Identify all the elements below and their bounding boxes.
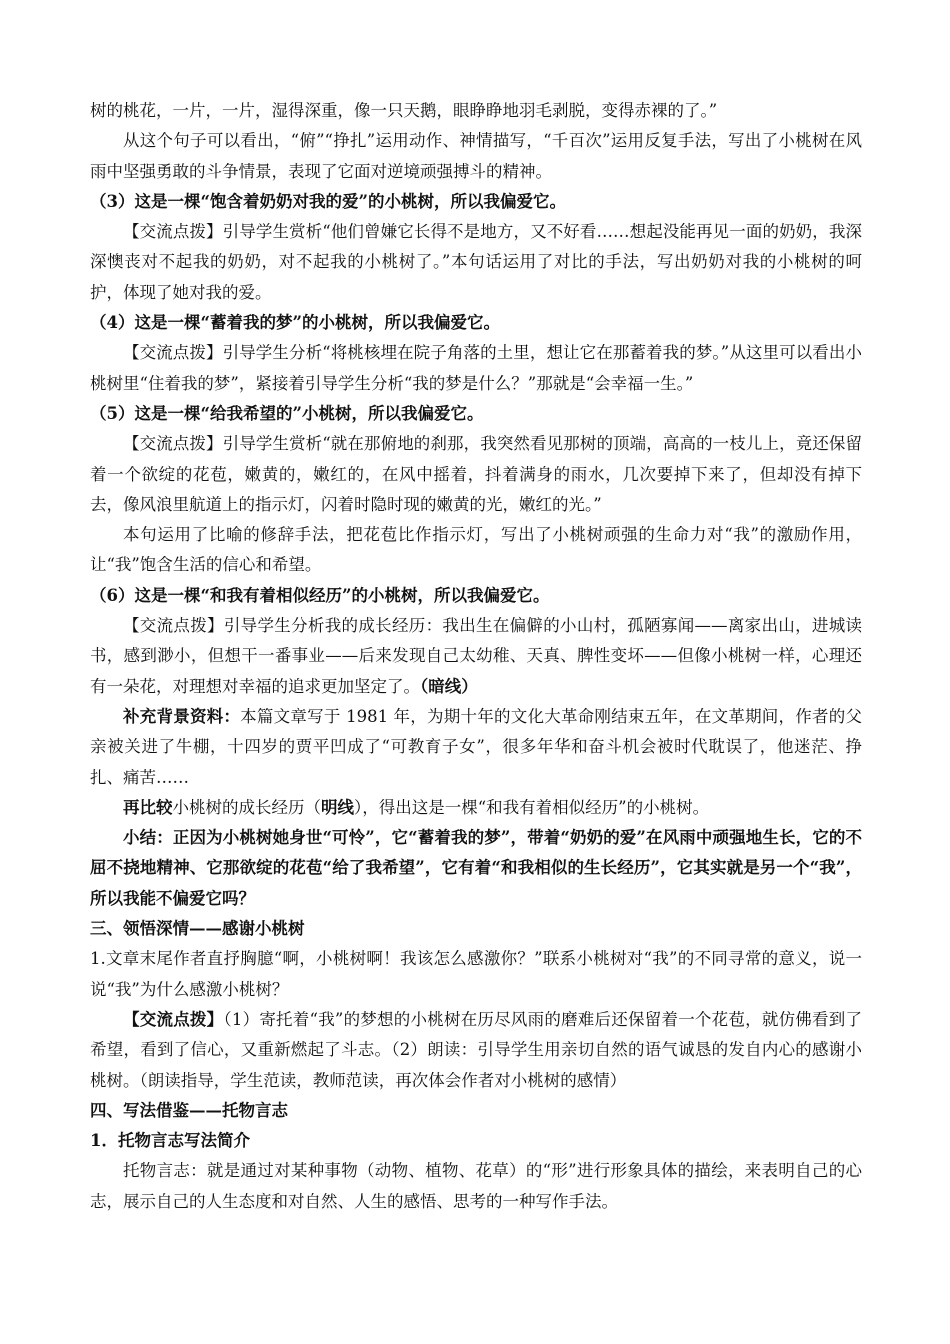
heading-point-6: （6）这是一棵“和我有着相似经历”的小桃树，所以我偏爱它。 [90, 585, 550, 605]
paragraph-guidance-3: 【交流点拨】引导学生赏析“他们曾嫌它长得不是地方，又不好看……想起没能再见一面的奶奶，我深深懊丧对不起我的奶奶，对不起我的小桃树了。”本句话运用了对比的手法，写出奶奶对我的小桃树的呵护，体现了她对我的爱。 [90, 222, 862, 302]
compare-text-2: ），得出这是一棵“和我有着相似经历”的小桃树。 [354, 797, 710, 817]
background-label: 补充背景资料： [123, 706, 241, 726]
paragraph-guidance-5 [90, 429, 862, 520]
paragraph-quote-end: 树的桃花，一片，一片，湿得深重，像一只天鹅，眼睁睁地羽毛剥脱，变得赤裸的了。” [90, 101, 718, 120]
hidden-line-label: （暗线） [420, 676, 478, 696]
paragraph-definition: 托物言志：就是通过对某种事物（动物、植物、花草）的“形”进行形象具体的描绘，来表明自己的心志，展示自己的人生态度和对自然、人生的感悟、思考的一种写作手法。 [90, 1161, 862, 1211]
background-text: 本篇文章写于 1981 年，为期十年的文化大革命刚结束五年，在文革期间，作者的父亲被关进了牛棚，十四岁的贾平凹成了“可教育子女”，很多年华和奋斗机会被时代耽误了，他迷茫、挣扎、痛苦…… [90, 706, 862, 787]
paragraph-analysis: 从这个句子可以看出，“俯”“挣扎”运用动作、神情描写，“千百次”运用反复手法，写出了小桃树在风雨中坚强勇敢的斗争情景，表现了它面对逆境顽强搏斗的精神。 [90, 131, 862, 181]
paragraph-guidance-4: 【交流点拨】引导学生分析“将桃核埋在院子角落的土里，想让它在那蓄着我的梦。”从这里可以看出小桃树里“住着我的梦”，紧接着引导学生分析“我的梦是什么？”那就是“会幸福一生。” [90, 343, 862, 393]
explicit-line-label: 明线 [321, 797, 354, 817]
guidance-quote: “就在那俯地的刹那，我突然看见那树的顶端，高高的一枝儿上，竟还保留着一个欲绽的花苞，嫩黄的，嫩红的，在风中摇着，抖着满身的雨水，几次要掉下来了，但却没有掉下去，像风浪里航道上的指示灯，闪着时隐时现的嫩黄的光，嫩红的光。” [90, 434, 863, 514]
paragraph-summary: 小结：正因为小桃树她身世“可怜”，它“蓄着我的梦”，带着“奶奶的爱”在风雨中顽强地生长，它的不屈不挠地精神、它那欲绽的花苞“给了我希望”，它有着“和我相似的生长经历”，它其实就是另一个“我”，所以我能不偏爱它吗？ [90, 828, 862, 908]
guidance-lead: 【交流点拨】引导学生赏析 [123, 434, 323, 454]
paragraph-background [90, 702, 862, 793]
compare-label: 再比较 [123, 797, 173, 817]
paragraph-question-1: 1.文章末尾作者直抒胸臆“啊，小桃树啊！我该怎么感激你？”联系小桃树对“我”的不同寻常的意义，说一说“我”为什么感激小桃树？ [90, 949, 862, 999]
heading-point-3: （3）这是一棵“饱含着奶奶对我的爱”的小桃树，所以我偏爱它。 [90, 191, 566, 211]
compare-text-1: 小桃树的成长经历（ [172, 797, 321, 817]
section-heading-3: 三、领悟深情——感谢小桃树 [90, 919, 305, 939]
heading-point-5: （5）这是一棵“给我希望的”小桃树，所以我偏爱它。 [90, 403, 484, 423]
paragraph-compare [90, 793, 862, 823]
guidance-text: 【交流点拨】引导学生分析我的成长经历：我出生在偏僻的小山村，孤陋寡闻——离家出山，进城读书，感到渺小，但想干一番事业——后来发现自己太幼稚、天真、脾性变坏——但像小桃树一样，心理还有一朵花，对理想对幸福的追求更加坚定了。 [90, 616, 862, 696]
guidance-label: 【交流点拨】 [123, 1009, 224, 1029]
paragraph-guidance-6 [90, 611, 862, 702]
guidance-answer: （1）寄托着“我”的梦想的小桃树在历尽风雨的磨难后还保留着一个花苞，就仿佛看到了希望，看到了信心，又重新燃起了斗志。（2）朗读：引导学生用亲切自然的语气诚恳的发自内心的感谢小桃树。（朗读指导，学生范读，教师范读，再次体会作者对小桃树的感情） [90, 1009, 863, 1090]
section-heading-4: 四、写法借鉴——托物言志 [90, 1100, 288, 1120]
heading-point-4: （4）这是一棵“蓄着我的梦”的小桃树，所以我偏爱它。 [90, 313, 500, 333]
paragraph-guidance-final [90, 1005, 862, 1096]
document-page [90, 96, 862, 1217]
paragraph-metaphor: 本句运用了比喻的修辞手法，把花苞比作指示灯，写出了小桃树顽强的生命力对“我”的激励作用，让“我”饱含生活的信心和希望。 [90, 525, 862, 575]
subheading-4-1: 1．托物言志写法简介 [90, 1131, 250, 1151]
